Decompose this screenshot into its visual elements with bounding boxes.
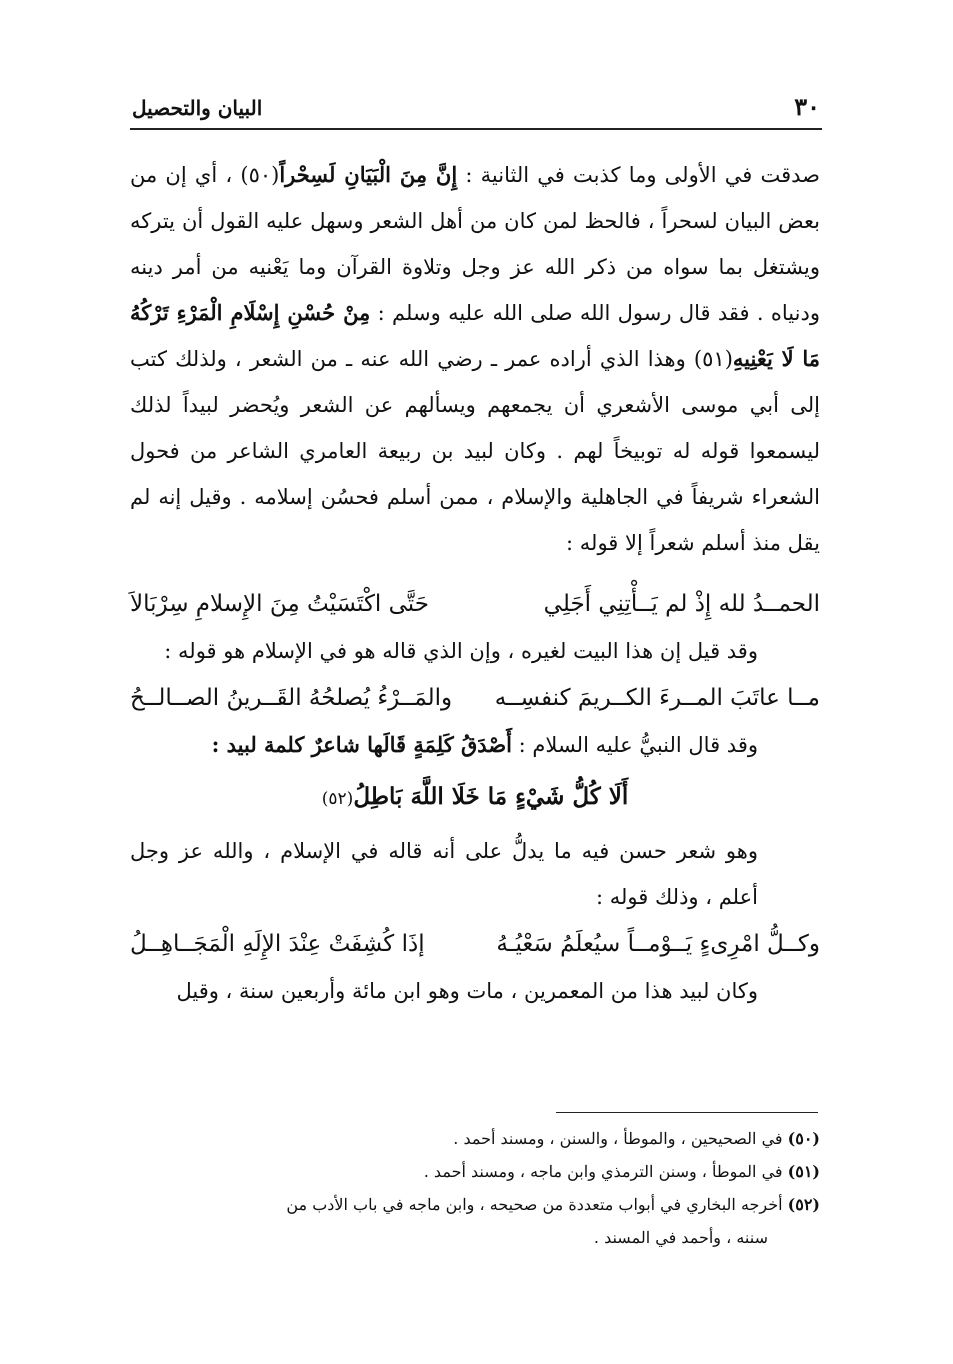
- hadith-quote: أَصْدَقُ كَلِمَةٍ قَالَها شاعرٌ كلمة لبيد :: [211, 732, 512, 757]
- text-run: وهذا الذي أراده عمر ـ رضي الله عنه ـ من الشعر ، ولذلك كتب إلى أبي موسى الأشعري أن يجمعهم ويسألهم عن الشعر ويُحضر لبيداً لذلك ليسمعوا قوله له توبيخاً لهم . وكان لبيد بن ربيعة العامري الشاعر من فحول الشعراء شريفاً في الجاهلية والإسلام ، ممن أسلم فحسُن إسلامه . وقيل إنه لم يقل منذ أسلم شعراً إلا قوله :: [130, 347, 820, 555]
- verse-first-hemistich: وكــلُّ امْرِىءٍ يَــوْمــاً سيُعلَمُ سَعْيُـهُ: [496, 931, 820, 957]
- text-run: ، أي إن من بعض البيان لسحراً ، فالحظ لمن كان من أهل الشعر وسهل عليه القول أن يتركه ويشتغل بما سواه من ذكر الله عز وجل وتلاوة القرآن وما يَعْنيه من أمر دينه ودنياه . فقد قال رسول الله صلى الله عليه وسلم :: [130, 163, 820, 325]
- footnote: [130, 1155, 820, 1188]
- footnote-ref: (٥٢): [321, 789, 354, 809]
- centered-verse-text: أَلَا كُلُّ شَيْءٍ مَا خَلَا اللَّهَ بَاطِلُ: [353, 783, 629, 810]
- main-text: [130, 152, 820, 1014]
- paragraph-1: [130, 152, 820, 566]
- running-title: البيان والتحصيل: [132, 96, 263, 120]
- footnote-number: (٥٠): [787, 1129, 820, 1148]
- centered-verse: [130, 774, 820, 822]
- page-header: [132, 92, 820, 128]
- hadith-quote: إِنَّ مِنَ الْبَيَانِ لَسِحْراً: [279, 162, 458, 187]
- page-number: ٣٠: [794, 92, 820, 121]
- text-run: صدقت في الأولى وما كذبت في الثانية :: [457, 163, 820, 187]
- paragraph-5: وكان لبيد هذا من المعمرين ، مات وهو ابن مائة وأربعين سنة ، وقيل: [176, 979, 758, 1003]
- verse-line: [130, 580, 820, 628]
- footnote-text: في الموطأ ، وسنن الترمذي وابن ماجه ، ومسند أحمد .: [423, 1162, 788, 1181]
- paragraph-2: وقد قيل إن هذا البيت لغيره ، وإن الذي قاله هو في الإسلام هو قوله :: [164, 639, 758, 663]
- paragraph-4: وهو شعر حسن فيه ما يدلُّ على أنه قاله في الإسلام ، والله عز وجل أعلم ، وذلك قوله :: [130, 839, 758, 909]
- footnote-continuation: سننه ، وأحمد في المسند .: [593, 1228, 768, 1247]
- footnote-number: (٥١): [787, 1162, 820, 1181]
- verse-second-hemistich: والمَــرْءُ يُصلحُهُ القَــرينُ الصــالــحُ: [130, 685, 453, 711]
- verse-first-hemistich: الحمــدُ لله إِذْ لم يَــأْتِنِي أَجَلِي: [543, 591, 820, 617]
- footnotes: [130, 1122, 820, 1254]
- hadith-quote: مِنْ حُسْنِ إِسْلَامِ الْمَرْءِ تَرْكُهُ مَا لَا يَعْنِيهِ: [130, 300, 820, 371]
- header-rule: [130, 128, 822, 130]
- verse-second-hemistich: حَتَّى اكْتَسَيْتُ مِنَ الإِسلامِ سِرْبَالاَ: [130, 591, 429, 617]
- verse-first-hemistich: مــا عاتَبَ المــرءَ الكــريمَ كنفسِــه: [494, 685, 820, 711]
- footnote-ref: (٥٠): [240, 163, 280, 187]
- footnote-number: (٥٢): [787, 1195, 820, 1214]
- footnote-rule: [556, 1112, 818, 1113]
- text-run: وقد قال النبيُّ عليه السلام :: [511, 733, 758, 757]
- verse-line: [130, 674, 820, 722]
- paragraph-3: [130, 722, 820, 768]
- footnote-text: أخرجه البخاري في أبواب متعددة من صحيحه ، وابن ماجه في باب الأدب من: [286, 1195, 788, 1214]
- footnote-text: في الصحيحين ، والموطأ ، والسنن ، ومسند أحمد .: [453, 1129, 788, 1148]
- verse-line: [130, 920, 820, 968]
- footnote-ref: (٥١): [693, 347, 733, 371]
- verse-second-hemistich: إذَا كُشِفَتْ عِنْدَ الإِلَهِ الْمَجَــاهِــلُ: [130, 931, 425, 957]
- footnote: [130, 1122, 820, 1155]
- footnote: [130, 1188, 820, 1221]
